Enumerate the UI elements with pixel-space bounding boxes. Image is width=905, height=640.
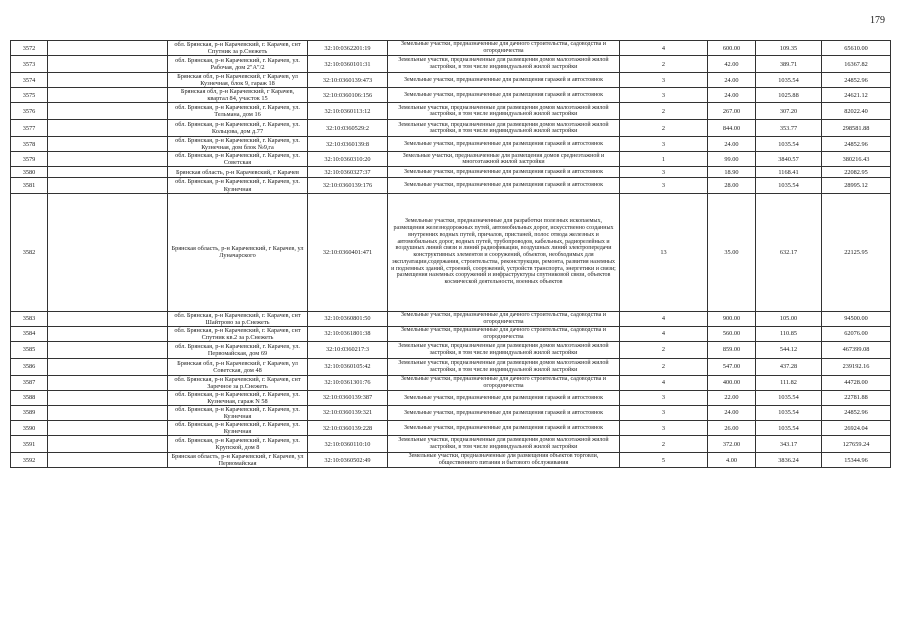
cadastral-value-cell: 24852.96: [822, 73, 891, 88]
row-number: 3584: [11, 326, 48, 341]
area-cell: 4.00: [708, 453, 756, 468]
row-number: 3581: [11, 178, 48, 193]
empty-cell: [48, 103, 168, 120]
land-use-cell: Земельные участки, предназначенные для размещения домов малоэтажной жилой застройки, в том числе индивидуальной жилой застройки: [388, 56, 620, 73]
land-use-cell: Земельные участки, предназначенные для размещения домов малоэтажной жилой застройки, в том числе индивидуальной жилой застройки: [388, 103, 620, 120]
table-row: [11, 421, 891, 436]
area-cell: 400.00: [708, 375, 756, 390]
group-cell: 3: [620, 167, 708, 178]
area-cell: 560.00: [708, 326, 756, 341]
empty-cell: [48, 326, 168, 341]
cadastral-number-cell: 32:10:0360801:50: [308, 311, 388, 326]
group-cell: 4: [620, 375, 708, 390]
cadastral-value-cell: 28995.12: [822, 178, 891, 193]
empty-cell: [48, 56, 168, 73]
area-cell: 28.00: [708, 178, 756, 193]
group-cell: 2: [620, 120, 708, 137]
row-number: 3592: [11, 453, 48, 468]
address-cell: обл. Брянская, р-н Карачевский, г. Карачев, ул. Кузнечная: [168, 421, 308, 436]
land-use-cell: Земельные участки, предназначенные для размещения домов малоэтажной жилой застройки, в том числе индивидуальной жилой застройки: [388, 358, 620, 375]
table-row: [11, 341, 891, 358]
address-cell: обл. Брянская, р-н Карачевский, г. Карачев, ул. Крупской, дом 8: [168, 436, 308, 453]
cadastral-value-cell: 16367.82: [822, 56, 891, 73]
group-cell: 5: [620, 453, 708, 468]
specific-value-cell: 1035.54: [756, 73, 822, 88]
specific-value-cell: 110.85: [756, 326, 822, 341]
empty-cell: [48, 436, 168, 453]
table-row: [11, 326, 891, 341]
address-cell: обл. Брянская, р-н Карачевский, г. Карачев, снт Шайтрово за р.Снежеть: [168, 311, 308, 326]
group-cell: 2: [620, 56, 708, 73]
table-row: [11, 88, 891, 103]
specific-value-cell: 343.17: [756, 436, 822, 453]
empty-cell: [48, 453, 168, 468]
land-use-cell: Земельные участки, предназначенные для размещения гаражей и автостоянок: [388, 167, 620, 178]
land-use-cell: Земельные участки, предназначенные для размещения домов малоэтажной жилой застройки, в том числе индивидуальной жилой застройки: [388, 436, 620, 453]
cadastral-value-cell: 65610.00: [822, 41, 891, 56]
row-number: 3583: [11, 311, 48, 326]
area-cell: 267.00: [708, 103, 756, 120]
table-row: [11, 436, 891, 453]
table-row: [11, 193, 891, 311]
table-row: [11, 311, 891, 326]
table-row: [11, 137, 891, 152]
address-cell: Брянская область, р-н Карачевский, г Карачев, ул Первомайская: [168, 453, 308, 468]
land-use-cell: Земельные участки, предназначенные для дачного строительства, садоводства и огородничества: [388, 41, 620, 56]
row-number: 3578: [11, 137, 48, 152]
area-cell: 35.00: [708, 193, 756, 311]
cadastral-number-cell: 32:10:0360139:8: [308, 137, 388, 152]
cadastral-value-cell: 127659.24: [822, 436, 891, 453]
empty-cell: [48, 120, 168, 137]
cadastral-number-cell: 32:10:0360139:176: [308, 178, 388, 193]
empty-cell: [48, 178, 168, 193]
cadastral-number-cell: 32:10:0360101:31: [308, 56, 388, 73]
specific-value-cell: 437.28: [756, 358, 822, 375]
land-use-cell: Земельные участки, предназначенные для размещения гаражей и автостоянок: [388, 405, 620, 420]
row-number: 3575: [11, 88, 48, 103]
address-cell: обл. Брянская, р-н Карачевский, г. Карачев, ул. Кольцова, дом д.77: [168, 120, 308, 137]
area-cell: 18.90: [708, 167, 756, 178]
table-row: [11, 41, 891, 56]
land-use-cell: Земельные участки, предназначенные для размещения гаражей и автостоянок: [388, 73, 620, 88]
address-cell: Брянская область, р-н Карачевский, г Карачев, ул Луначарского: [168, 193, 308, 311]
cadastral-value-cell: 26924.04: [822, 421, 891, 436]
group-cell: 3: [620, 390, 708, 405]
cadastral-number-cell: 32:10:0362201:19: [308, 41, 388, 56]
row-number: 3586: [11, 358, 48, 375]
specific-value-cell: 1035.54: [756, 405, 822, 420]
cadastral-value-cell: 380216.43: [822, 152, 891, 167]
address-cell: обл. Брянская, р-н Карачевский, г. Карачев, ул. Первомайская, дом 69: [168, 341, 308, 358]
area-cell: 547.00: [708, 358, 756, 375]
cadastral-value-cell: 22082.95: [822, 167, 891, 178]
empty-cell: [48, 358, 168, 375]
land-use-cell: Земельные участки, предназначенные для размещения гаражей и автостоянок: [388, 390, 620, 405]
cadastral-number-cell: 32:10:0360401:471: [308, 193, 388, 311]
cadastral-number-cell: 32:10:0360139:321: [308, 405, 388, 420]
specific-value-cell: 109.35: [756, 41, 822, 56]
address-cell: Брянская область, р-н Карачевский, г Карачев: [168, 167, 308, 178]
specific-value-cell: 1035.54: [756, 421, 822, 436]
land-use-cell: Земельные участки, предназначенные для размещения домов среднеэтажной и многоэтажной жилой застройки: [388, 152, 620, 167]
table-row: [11, 73, 891, 88]
group-cell: 3: [620, 137, 708, 152]
table-row: [11, 358, 891, 375]
land-use-cell: Земельные участки, предназначенные для размещения гаражей и автостоянок: [388, 137, 620, 152]
empty-cell: [48, 41, 168, 56]
address-cell: Брянская обл, р-н Карачевский, г Карачев, квартал 84, участок 15: [168, 88, 308, 103]
cadastral-number-cell: 32:10:0360217:3: [308, 341, 388, 358]
specific-value-cell: 353.77: [756, 120, 822, 137]
table-row: [11, 152, 891, 167]
area-cell: 99.00: [708, 152, 756, 167]
specific-value-cell: 111.82: [756, 375, 822, 390]
cadastral-value-cell: 15344.96: [822, 453, 891, 468]
cadastral-value-cell: 467399.08: [822, 341, 891, 358]
area-cell: 42.00: [708, 56, 756, 73]
cadastral-value-cell: 82022.40: [822, 103, 891, 120]
group-cell: 4: [620, 41, 708, 56]
table-row: [11, 178, 891, 193]
cadastral-number-cell: 32:10:0360139:473: [308, 73, 388, 88]
land-cadastral-table: [10, 40, 891, 468]
empty-cell: [48, 341, 168, 358]
land-use-cell: Земельные участки, предназначенные для дачного строительства, садоводства и огородничества: [388, 375, 620, 390]
row-number: 3582: [11, 193, 48, 311]
land-use-cell: Земельные участки, предназначенные для размещения гаражей и автостоянок: [388, 421, 620, 436]
row-number: 3589: [11, 405, 48, 420]
specific-value-cell: 632.17: [756, 193, 822, 311]
specific-value-cell: 1035.54: [756, 390, 822, 405]
table-row: [11, 167, 891, 178]
row-number: 3588: [11, 390, 48, 405]
empty-cell: [48, 88, 168, 103]
cadastral-value-cell: 44728.00: [822, 375, 891, 390]
row-number: 3573: [11, 56, 48, 73]
row-number: 3587: [11, 375, 48, 390]
specific-value-cell: 307.20: [756, 103, 822, 120]
address-cell: Брянская обл, р-н Карачевский, г Карачев, ул Советская, дом 48: [168, 358, 308, 375]
group-cell: 3: [620, 178, 708, 193]
address-cell: обл. Брянская, р-н Карачевский, г. Карачев, ул. Рабочая, дом 2"А"/2: [168, 56, 308, 73]
row-number: 3580: [11, 167, 48, 178]
group-cell: 4: [620, 311, 708, 326]
specific-value-cell: 3836.24: [756, 453, 822, 468]
page-number: 179: [870, 15, 885, 26]
cadastral-value-cell: 22781.88: [822, 390, 891, 405]
empty-cell: [48, 167, 168, 178]
area-cell: 24.00: [708, 405, 756, 420]
specific-value-cell: 1168.41: [756, 167, 822, 178]
specific-value-cell: 389.71: [756, 56, 822, 73]
land-use-cell: Земельные участки, предназначенные для разработки полезных ископаемых, размещения железнодорожных путей, автомобильных дорог, искусственно созданных внутренних водных путей, причалов, пристаней, полос отвода железных и автомобильных дорог, водных путей, трубопроводов, кабельных, радиорелейных и воздушных линий связи и линий радиофикации, воздушных линий электропередачи конструктивных элементов и сооружений, объектов, необходимых для эксплуатации,содержания, строительства, реконструкции, ремонта, развития наземных и подземных зданий, строений, сооружений, устройств транспорта, энергетики и связи; размещения наземных сооружений и инфраструктуры спутниковой связи, объектов космической деятельности, военных объектов: [388, 193, 620, 311]
cadastral-value-cell: 239192.16: [822, 358, 891, 375]
specific-value-cell: 544.12: [756, 341, 822, 358]
empty-cell: [48, 193, 168, 311]
table-row: [11, 405, 891, 420]
address-cell: Брянская обл, р-н Карачевский, г Карачев, ул Кузнечная, блок 9, гараж 18: [168, 73, 308, 88]
group-cell: 2: [620, 103, 708, 120]
area-cell: 24.00: [708, 88, 756, 103]
cadastral-value-cell: 62076.00: [822, 326, 891, 341]
cadastral-value-cell: 24621.12: [822, 88, 891, 103]
specific-value-cell: 1025.88: [756, 88, 822, 103]
land-use-cell: Земельные участки, предназначенные для размещения объектов торговли, общественного питания и бытового обслуживания: [388, 453, 620, 468]
land-use-cell: Земельные участки, предназначенные для размещения домов малоэтажной жилой застройки, в том числе индивидуальной жилой застройки: [388, 120, 620, 137]
empty-cell: [48, 73, 168, 88]
area-cell: 859.00: [708, 341, 756, 358]
group-cell: 2: [620, 436, 708, 453]
row-number: 3591: [11, 436, 48, 453]
cadastral-number-cell: 32:10:0360106:156: [308, 88, 388, 103]
group-cell: 3: [620, 405, 708, 420]
table-row: [11, 120, 891, 137]
land-use-cell: Земельные участки, предназначенные для дачного строительства, садоводства и огородничества: [388, 326, 620, 341]
empty-cell: [48, 137, 168, 152]
land-use-cell: Земельные участки, предназначенные для размещения гаражей и автостоянок: [388, 178, 620, 193]
row-number: 3585: [11, 341, 48, 358]
table-row: [11, 453, 891, 468]
cadastral-number-cell: 32:10:0360113:12: [308, 103, 388, 120]
table-row: [11, 375, 891, 390]
address-cell: обл. Брянская, р-н Карачевский, г. Карачев, снт Спутник кв.2 за р.Снежеть: [168, 326, 308, 341]
empty-cell: [48, 405, 168, 420]
table-row: [11, 103, 891, 120]
group-cell: 2: [620, 341, 708, 358]
cadastral-number-cell: 32:10:0360310:20: [308, 152, 388, 167]
cadastral-number-cell: 32:10:0360105:42: [308, 358, 388, 375]
area-cell: 24.00: [708, 73, 756, 88]
empty-cell: [48, 152, 168, 167]
address-cell: обл. Брянская, р-н Карачевский, г. Карачев, ул. Тельмана, дом 16: [168, 103, 308, 120]
group-cell: 2: [620, 358, 708, 375]
cadastral-number-cell: 32:10:0360139:228: [308, 421, 388, 436]
table-row: [11, 390, 891, 405]
row-number: 3574: [11, 73, 48, 88]
group-cell: 3: [620, 421, 708, 436]
empty-cell: [48, 375, 168, 390]
land-use-cell: Земельные участки, предназначенные для размещения гаражей и автостоянок: [388, 88, 620, 103]
row-number: 3577: [11, 120, 48, 137]
address-cell: обл. Брянская, р-н Карачевский, г. Карачев, снт Спутник за р.Снежеть: [168, 41, 308, 56]
row-number: 3590: [11, 421, 48, 436]
address-cell: обл. Брянская, р-н Карачевский, г. Карачев, ул. Кузнечная, гараж N 58: [168, 390, 308, 405]
group-cell: 3: [620, 73, 708, 88]
row-number: 3572: [11, 41, 48, 56]
address-cell: обл. Брянская, р-н Карачевский, г. Карачев, ул. Кузнечная: [168, 178, 308, 193]
empty-cell: [48, 390, 168, 405]
area-cell: 900.00: [708, 311, 756, 326]
address-cell: обл. Брянская, р-н Карачевский, г. Карачев, снт Заречное за р.Снежеть: [168, 375, 308, 390]
empty-cell: [48, 311, 168, 326]
area-cell: 600.00: [708, 41, 756, 56]
area-cell: 844.00: [708, 120, 756, 137]
cadastral-number-cell: 32:10:0360139:387: [308, 390, 388, 405]
cadastral-value-cell: 94500.00: [822, 311, 891, 326]
address-cell: обл. Брянская, р-н Карачевский, г. Карачев, ул. Кузнечная: [168, 405, 308, 420]
area-cell: 22.00: [708, 390, 756, 405]
land-use-cell: Земельные участки, предназначенные для дачного строительства, садоводства и огородничества: [388, 311, 620, 326]
group-cell: 1: [620, 152, 708, 167]
land-use-cell: Земельные участки, предназначенные для размещения домов малоэтажной жилой застройки, в том числе индивидуальной жилой застройки: [388, 341, 620, 358]
cadastral-number-cell: 32:10:0360110:10: [308, 436, 388, 453]
specific-value-cell: 1035.54: [756, 137, 822, 152]
cadastral-number-cell: 32:10:0360529:2: [308, 120, 388, 137]
cadastral-value-cell: 24852.96: [822, 137, 891, 152]
row-number: 3579: [11, 152, 48, 167]
empty-cell: [48, 421, 168, 436]
cadastral-number-cell: 32:10:0360327:37: [308, 167, 388, 178]
cadastral-number-cell: 32:10:0361801:38: [308, 326, 388, 341]
area-cell: 24.00: [708, 137, 756, 152]
cadastral-value-cell: 298581.88: [822, 120, 891, 137]
group-cell: 13: [620, 193, 708, 311]
table-row: [11, 56, 891, 73]
specific-value-cell: 1035.54: [756, 178, 822, 193]
group-cell: 3: [620, 88, 708, 103]
area-cell: 372.00: [708, 436, 756, 453]
cadastral-number-cell: 32:10:0360502:49: [308, 453, 388, 468]
group-cell: 4: [620, 326, 708, 341]
address-cell: обл. Брянская, р-н Карачевский, г. Карачев, ул. Советская: [168, 152, 308, 167]
cadastral-value-cell: 24852.96: [822, 405, 891, 420]
row-number: 3576: [11, 103, 48, 120]
address-cell: обл. Брянская, р-н Карачевский, г. Карачев, ул. Кузнечная, дом блок №9,га: [168, 137, 308, 152]
cadastral-value-cell: 22125.95: [822, 193, 891, 311]
cadastral-number-cell: 32:10:0361301:76: [308, 375, 388, 390]
specific-value-cell: 3840.57: [756, 152, 822, 167]
specific-value-cell: 105.00: [756, 311, 822, 326]
area-cell: 26.00: [708, 421, 756, 436]
